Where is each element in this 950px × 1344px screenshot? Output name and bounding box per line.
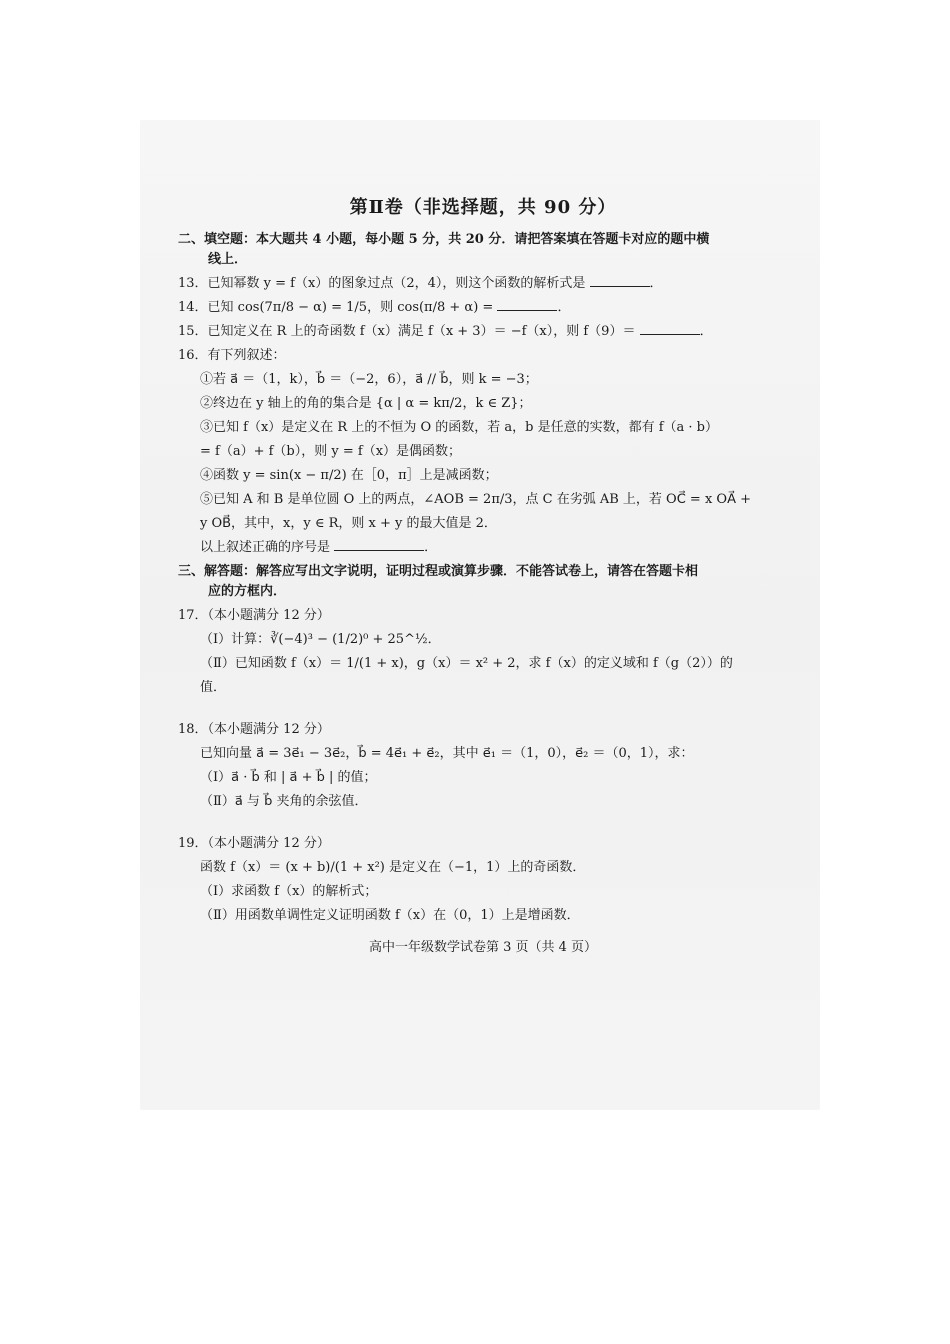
question-19-part-1: （Ⅰ）求函数 f（x）的解析式；: [200, 884, 378, 899]
question-18-part-2: （Ⅱ）a⃗ 与 b⃗ 夹角的余弦值．: [200, 794, 368, 809]
question-15-text: 15．已知定义在 R 上的奇函数 f（x）满足 f（x + 3）＝ −f（x），则 f（9）＝: [178, 324, 636, 339]
question-16-item-5b: y OB⃗，其中，x，y ∈ R，则 x + y 的最大值是 2．: [200, 516, 497, 531]
answer-blank-15: [640, 322, 700, 335]
page-footer: 高中一年级数学试卷第 3 页（共 4 页）: [368, 940, 598, 955]
question-15: 15．已知定义在 R 上的奇函数 f（x）满足 f（x + 3）＝ −f（x），则 f（9）＝ ．: [178, 324, 713, 339]
page-title: 第Ⅱ卷（非选择题，共 90 分）: [349, 197, 617, 218]
question-19-stem: 19．（本小题满分 12 分）: [178, 836, 330, 851]
section-3-heading: [178, 562, 788, 602]
answer-blank-13: [590, 274, 650, 287]
question-16: [178, 346, 788, 558]
question-13: 13．已知幂数 y = f（x）的图象过点（2，4），则这个函数的解析式是 ．: [178, 276, 663, 291]
question-18-part-1: （Ⅰ）a⃗ · b⃗ 和 | a⃗ + b⃗ | 的值；: [200, 770, 377, 785]
exam-page: [178, 198, 788, 958]
question-19-part-2: （Ⅱ）用函数单调性定义证明函数 f（x）在（0，1）上是增函数．: [200, 908, 580, 923]
answer-blank-14: [497, 298, 557, 311]
question-16-item-5a: ⑤已知 A 和 B 是单位圆 O 上的两点，∠AOB = 2π/3，点 C 在劣弧 AB 上，若 OC⃗ = x OA⃗ +: [200, 492, 751, 507]
question-17-part-2b: 值．: [200, 680, 227, 695]
section-2-heading: [178, 230, 788, 270]
question-13-text: 13．已知幂数 y = f（x）的图象过点（2，4），则这个函数的解析式是: [178, 276, 586, 291]
question-14: 14．已知 cos(7π/8 − α) = 1/5，则 cos(π/8 + α) = ．: [178, 300, 571, 315]
question-16-item-3b: = f（a）+ f（b），则 y = f（x）是偶函数；: [200, 444, 462, 459]
question-17-part-2a: （Ⅱ）已知函数 f（x）＝ 1/(1 + x)，g（x）＝ x² + 2，求 f（x）的定义域和 f（g（2））的: [200, 656, 733, 671]
section-2-text-cont: 线上．: [208, 252, 248, 267]
answer-blank-16: [334, 538, 424, 551]
question-16-ask-text: 以上叙述正确的序号是: [200, 540, 331, 555]
section-2-text: 二、填空题：本大题共 4 小题，每小题 5 分，共 20 分．请把答案填在答题卡对应的题中横: [178, 232, 710, 247]
question-14-text: 14．已知 cos(7π/8 − α) = 1/5，则 cos(π/8 + α) =: [178, 300, 494, 315]
section-3-text: 三、解答题：解答应写出文字说明，证明过程或演算步骤．不能答试卷上，请答在答题卡相: [178, 564, 699, 579]
question-16-stem: 16．有下列叙述：: [178, 348, 286, 363]
question-18: [178, 720, 788, 812]
question-18-stem: 18．（本小题满分 12 分）: [178, 722, 330, 737]
question-17: [178, 606, 788, 698]
section-3-text-cont: 应的方框内．: [208, 584, 287, 599]
question-16-item-2: ②终边在 y 轴上的角的集合是 {α | α = kπ/2，k ∈ Z}；: [200, 396, 532, 411]
question-16-item-3a: ③已知 f（x）是定义在 R 上的不恒为 O 的函数，若 a，b 是任意的实数，都有 f（a · b）: [200, 420, 719, 435]
question-16-ask: 以上叙述正确的序号是 ．: [200, 540, 438, 555]
question-18-given: 已知向量 a⃗ = 3e⃗₁ − 3e⃗₂，b⃗ = 4e⃗₁ + e⃗₂，其中 e⃗₁ ＝（1，0），e⃗₂ ＝（0，1），求：: [200, 746, 694, 761]
question-16-item-1: ①若 a⃗ ＝（1，k），b⃗ ＝（−2，6），a⃗ // b⃗，则 k = −3；: [200, 372, 538, 387]
question-19: [178, 834, 788, 926]
question-19-given: 函数 f（x）＝ (x + b)/(1 + x²) 是定义在（−1，1）上的奇函数．: [200, 860, 586, 875]
question-17-stem: 17．（本小题满分 12 分）: [178, 608, 330, 623]
question-17-part-1: （Ⅰ）计算：∛(−4)³ − (1/2)⁰ + 25^½．: [200, 632, 441, 647]
question-16-item-4: ④函数 y = sin(x − π/2) 在［0，π］上是减函数；: [200, 468, 498, 483]
